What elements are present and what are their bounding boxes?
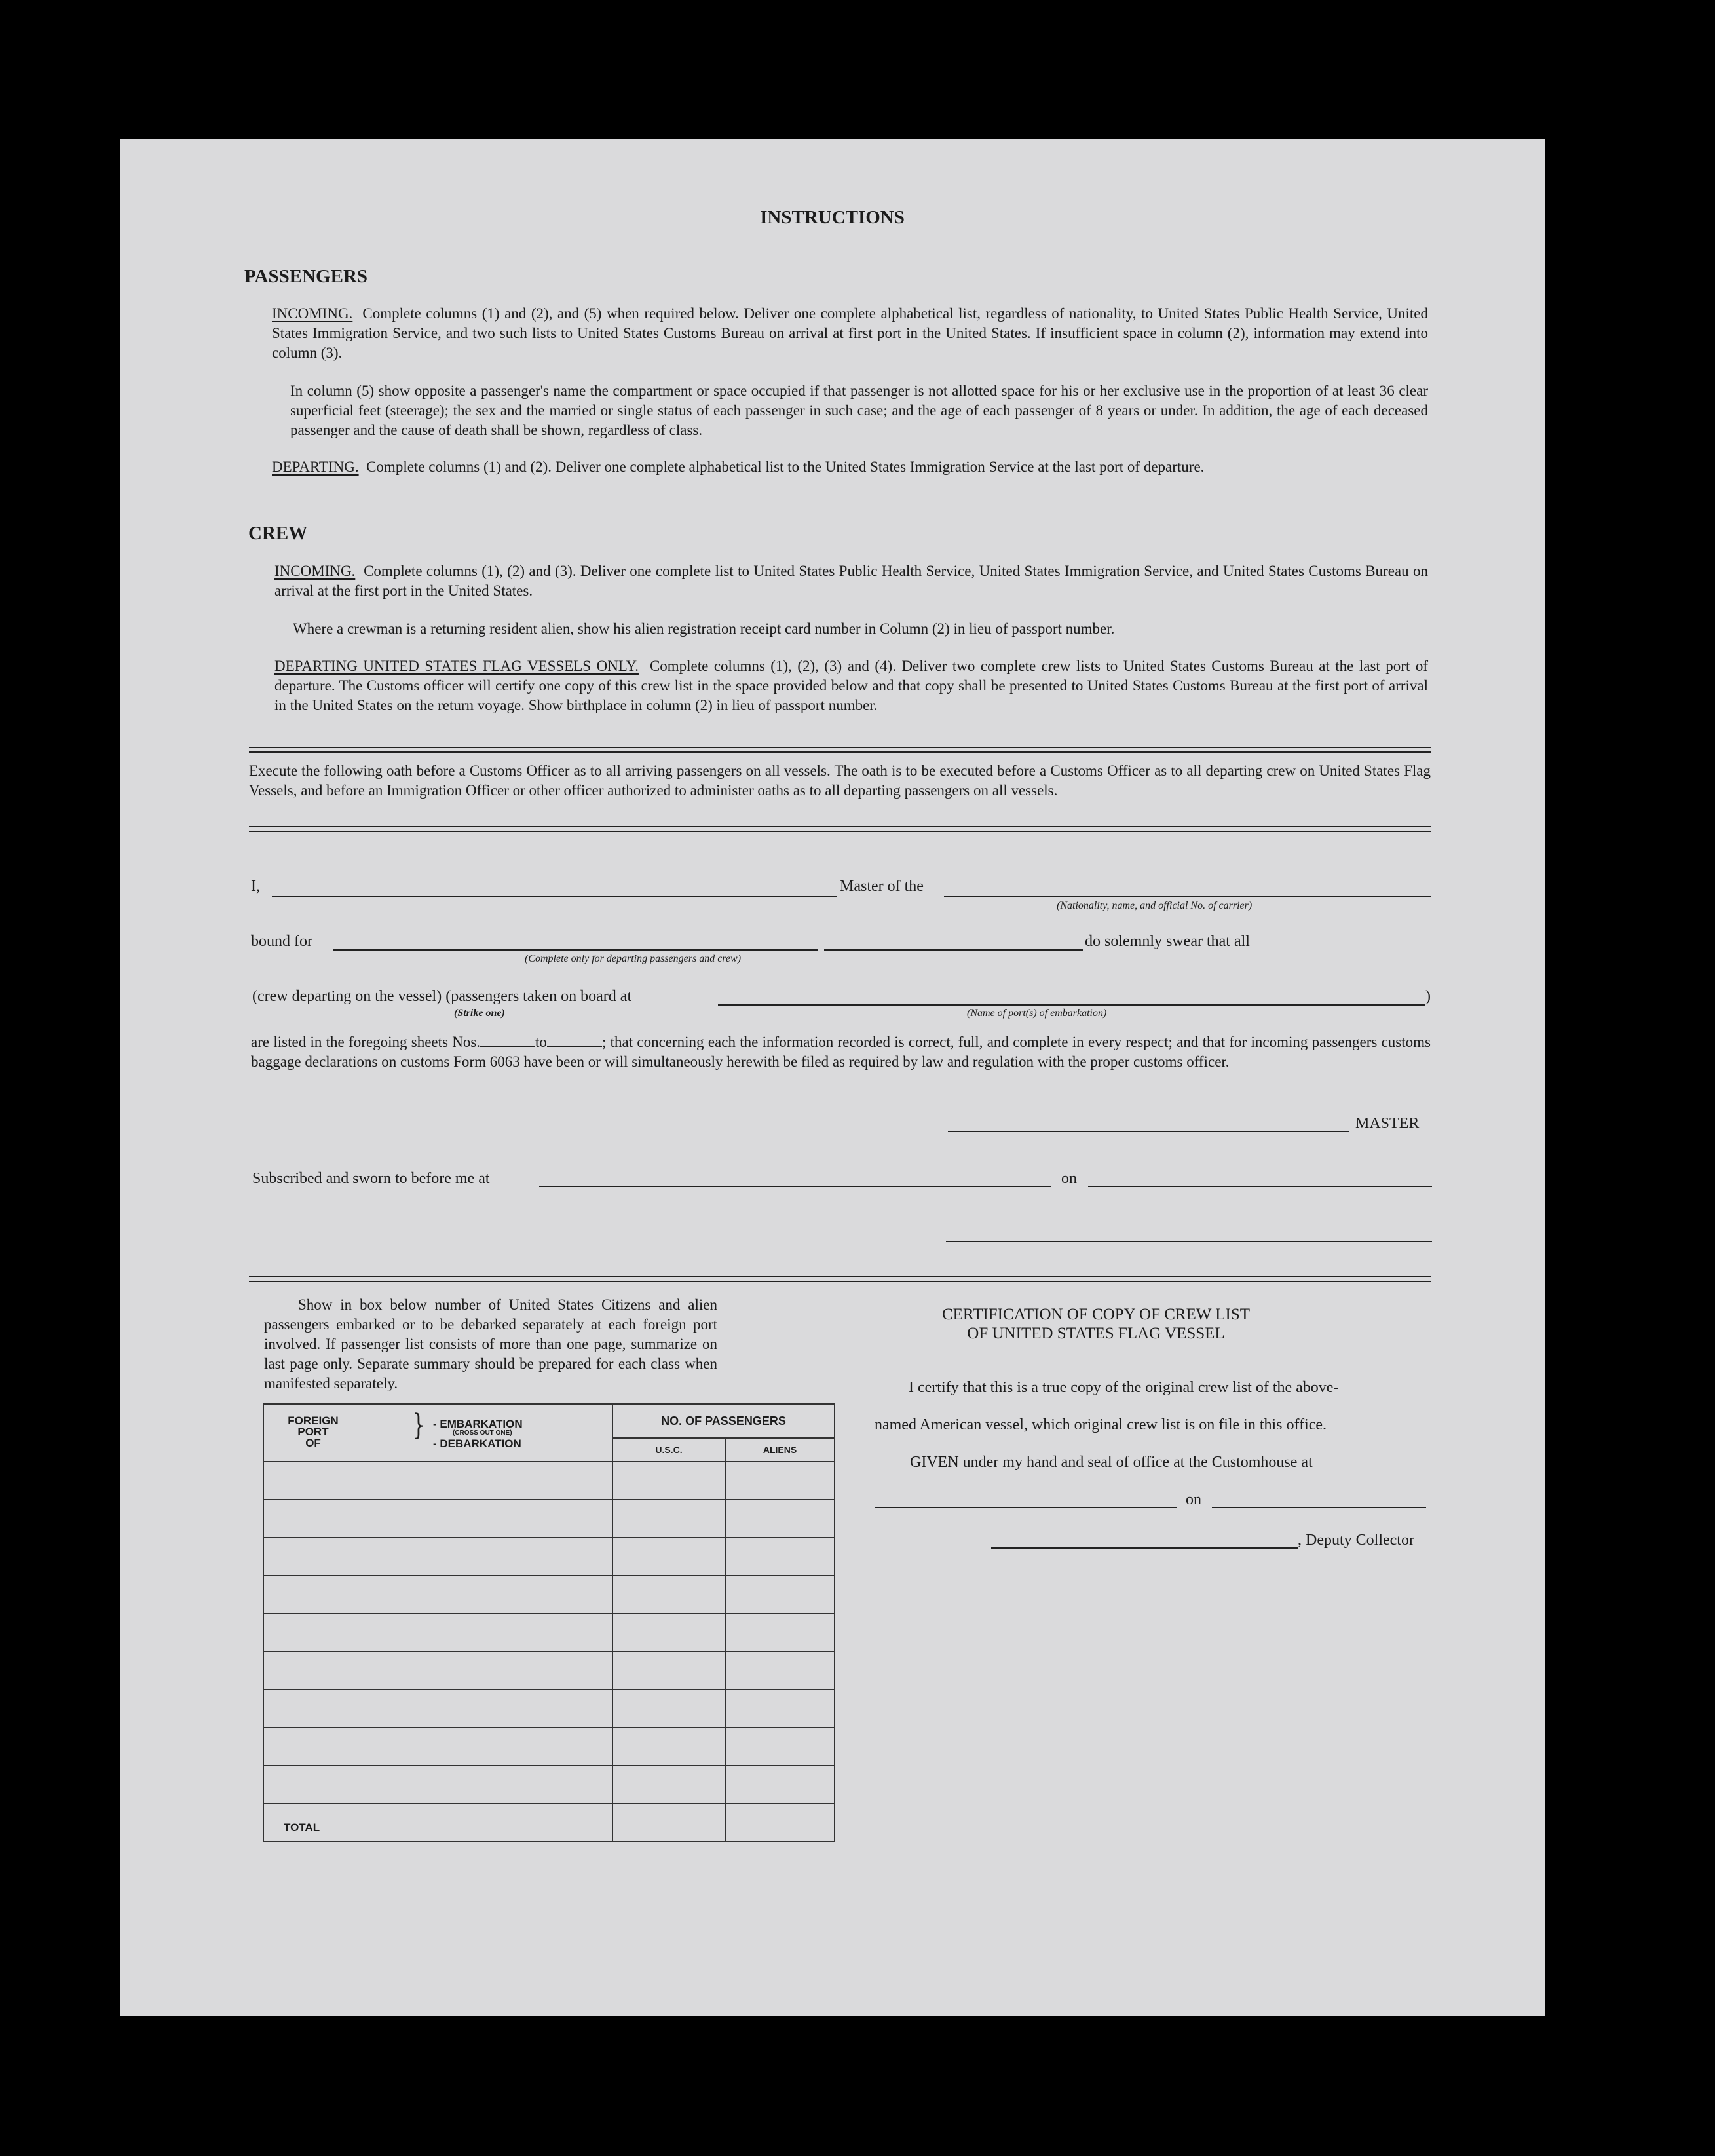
passengers-departing-text: Complete columns (1) and (2). Deliver one complete alphabetical list to the United States Immigration Service at the last port of departure. xyxy=(366,459,1205,475)
certification-title-line2: OF UNITED STATES FLAG VESSEL xyxy=(967,1325,1225,1342)
divider xyxy=(249,747,1431,753)
usc-cell[interactable] xyxy=(612,1576,725,1614)
aliens-cell[interactable] xyxy=(725,1538,835,1576)
usc-total-cell[interactable] xyxy=(612,1804,725,1842)
aliens-cell[interactable] xyxy=(725,1462,835,1500)
usc-cell[interactable] xyxy=(612,1652,725,1690)
usc-cell[interactable] xyxy=(612,1766,725,1804)
usc-cell[interactable] xyxy=(612,1500,725,1538)
aliens-header: ALIENS xyxy=(725,1438,835,1462)
debarkation-label: - DEBARKATION xyxy=(433,1437,521,1450)
cert-date-line[interactable] xyxy=(1212,1507,1426,1508)
certify-line2: named American vessel, which original crew list is on file in this office. xyxy=(875,1416,1327,1433)
passengers-departing-label: DEPARTING. xyxy=(272,459,359,475)
port-cell[interactable] xyxy=(263,1462,612,1500)
sheets-to-label: to xyxy=(535,1034,547,1050)
embarkation-label: - EMBARKATION xyxy=(433,1418,523,1430)
officer-signature-line[interactable] xyxy=(946,1241,1432,1242)
usc-cell[interactable] xyxy=(612,1690,725,1728)
master-name-line[interactable] xyxy=(272,896,837,897)
subscribed-label: Subscribed and sworn to before me at xyxy=(252,1170,490,1187)
port-cell[interactable] xyxy=(263,1728,612,1766)
aliens-total-cell[interactable] xyxy=(725,1804,835,1842)
crew-departing-paragraph xyxy=(274,656,1428,715)
aliens-cell[interactable] xyxy=(725,1728,835,1766)
crew-heading: CREW xyxy=(248,523,308,544)
usc-header: U.S.C. xyxy=(612,1438,725,1462)
solemnly-swear-label: do solemnly swear that all xyxy=(1085,933,1250,950)
sheets-rest: ; that concerning each the information recorded is correct, full, and complete in every respect; and that for incoming passengers customs baggage declarations on customs Form 6063 have been or will simultaneously herewith be filed as required by law and regulation with the proper customs officer. xyxy=(251,1034,1431,1070)
passengers-incoming-label: INCOMING. xyxy=(272,305,353,322)
sworn-on-label: on xyxy=(1061,1170,1077,1187)
master-of-the-label: Master of the xyxy=(840,878,924,895)
summary-instructions: Show in box below number of United States Citizens and alien passengers embarked or to be debarked separately at each foreign port involved. If passenger list consists of more than one page, summarize on last page only. Separate summary should be prepared for each class when manifested separately. xyxy=(264,1296,717,1391)
crew-incoming-text: Complete columns (1), (2) and (3). Deliver one complete list to United States Public Health Service, United States Immigration Service, and United States Customs Bureau on arrival at the first port in the United States. xyxy=(274,563,1429,599)
passengers-incoming-text: Complete columns (1) and (2), and (5) when required below. Deliver one complete alphabetical list, regardless of nationality, to United States Public Health Service, United States Immigration Service, and two such lists to United States Customs Bureau on arrival at first port in the United States. If insufficient space in column (2), information may extend into column (3). xyxy=(272,305,1428,361)
crew-incoming-label: INCOMING. xyxy=(274,563,356,579)
oath-intro: Execute the following oath before a Customs Officer as to all arriving passengers on all vessels. The oath is to be executed before a Customs Officer as to all departing crew on United States Flag Vessels, and before an Immigration Officer or other officer authorized to administer oaths as to all departing passengers on all vessels. xyxy=(249,763,1431,799)
embarkation-ports-line[interactable] xyxy=(718,1004,1425,1006)
bound-for-label: bound for xyxy=(251,933,312,950)
aliens-cell[interactable] xyxy=(725,1576,835,1614)
passengers-departing-paragraph xyxy=(272,457,1428,477)
certify-line1: I certify that this is a true copy of the original crew list of the above- xyxy=(909,1379,1339,1396)
given-text: GIVEN under my hand and seal of office at the Customhouse at xyxy=(910,1454,1313,1471)
sworn-date-line[interactable] xyxy=(1088,1186,1432,1187)
crew-passengers-label: (crew departing on the vessel) (passengers taken on board at xyxy=(252,988,632,1005)
crew-alien-paragraph: Where a crewman is a returning resident alien, show his alien registration receipt card number in Column (2) in lieu of passport number. xyxy=(293,620,1115,637)
port-cell[interactable] xyxy=(263,1690,612,1728)
complete-only-note: (Complete only for departing passengers and crew) xyxy=(525,953,742,964)
master-label: MASTER xyxy=(1355,1115,1420,1132)
divider xyxy=(249,826,1431,832)
usc-cell[interactable] xyxy=(612,1728,725,1766)
passengers-incoming-paragraph xyxy=(272,304,1428,363)
sworn-place-line[interactable] xyxy=(539,1186,1051,1187)
usc-cell[interactable] xyxy=(612,1538,725,1576)
oath-i-label: I, xyxy=(251,878,260,895)
customhouse-line[interactable] xyxy=(875,1507,1177,1508)
strike-one-note: (Strike one) xyxy=(454,1008,505,1019)
aliens-cell[interactable] xyxy=(725,1500,835,1538)
usc-cell[interactable] xyxy=(612,1614,725,1652)
certification-title xyxy=(886,1305,1306,1343)
nationality-note: (Nationality, name, and official No. of carrier) xyxy=(1057,900,1253,911)
port-cell[interactable] xyxy=(263,1500,612,1538)
passengers-heading: PASSENGERS xyxy=(244,266,368,287)
bound-for-line-2[interactable] xyxy=(824,949,1083,951)
total-label: TOTAL xyxy=(263,1804,612,1842)
passengers-column5-paragraph: In column (5) show opposite a passenger's name the compartment or space occupied if that passenger is not allotted space for his or her exclusive use in the proportion of at least 36 clear superficial feet (steerage); the sex and the married or single status of each passenger in such case; and the age of each passenger of 8 years or under. In addition, the age of each deceased passenger and the cause of death shall be shown, regardless of class. xyxy=(290,383,1428,438)
port-cell[interactable] xyxy=(263,1538,612,1576)
no-of-passengers-header: NO. OF PASSENGERS xyxy=(612,1404,835,1438)
brace-icon: } xyxy=(412,1409,425,1442)
sheet-from-field[interactable] xyxy=(480,1034,535,1047)
crew-departing-label: DEPARTING UNITED STATES FLAG VESSELS ONLY. xyxy=(274,658,639,674)
close-paren: ) xyxy=(1425,988,1431,1005)
deputy-collector-label: , Deputy Collector xyxy=(1298,1532,1414,1549)
port-cell[interactable] xyxy=(263,1614,612,1652)
ports-note: (Name of port(s) of embarkation) xyxy=(967,1008,1107,1019)
sheets-paragraph xyxy=(251,1032,1431,1072)
aliens-cell[interactable] xyxy=(725,1690,835,1728)
port-cell[interactable] xyxy=(263,1652,612,1690)
page-title: INSTRUCTIONS xyxy=(760,207,905,228)
passenger-summary-table xyxy=(263,1403,835,1842)
certification-title-line1: CERTIFICATION OF COPY OF CREW LIST xyxy=(941,1306,1251,1323)
crew-departing-text: Complete columns (1), (2), (3) and (4). Deliver two complete crew lists to United States Customs Bureau at the last port of departure. The Customs officer will certify one copy of this crew list in the space provided below and that copy shall be presented to United States Customs Bureau at the first port of arrival in the United States on the return voyage. Show birthplace in column (2) in lieu of passport number. xyxy=(274,658,1429,713)
port-cell[interactable] xyxy=(263,1576,612,1614)
master-signature-line[interactable] xyxy=(948,1131,1349,1132)
aliens-cell[interactable] xyxy=(725,1614,835,1652)
port-header-cell xyxy=(263,1404,612,1462)
usc-cell[interactable] xyxy=(612,1462,725,1500)
cross-out-one-label: (CROSS OUT ONE) xyxy=(453,1429,512,1437)
divider xyxy=(249,1276,1431,1282)
carrier-line[interactable] xyxy=(944,896,1431,897)
sheet-to-field[interactable] xyxy=(547,1034,602,1047)
aliens-cell[interactable] xyxy=(725,1652,835,1690)
deputy-signature-line[interactable] xyxy=(991,1547,1298,1549)
bound-for-line[interactable] xyxy=(333,949,818,951)
aliens-cell[interactable] xyxy=(725,1766,835,1804)
port-cell[interactable] xyxy=(263,1766,612,1804)
foreign-port-of-label: FOREIGN PORT OF xyxy=(288,1414,339,1449)
crew-incoming-paragraph xyxy=(274,561,1428,601)
form-sheet xyxy=(120,139,1545,2016)
sheets-prefix: are listed in the foregoing sheets Nos. xyxy=(251,1034,481,1050)
cert-on-label: on xyxy=(1186,1491,1201,1508)
